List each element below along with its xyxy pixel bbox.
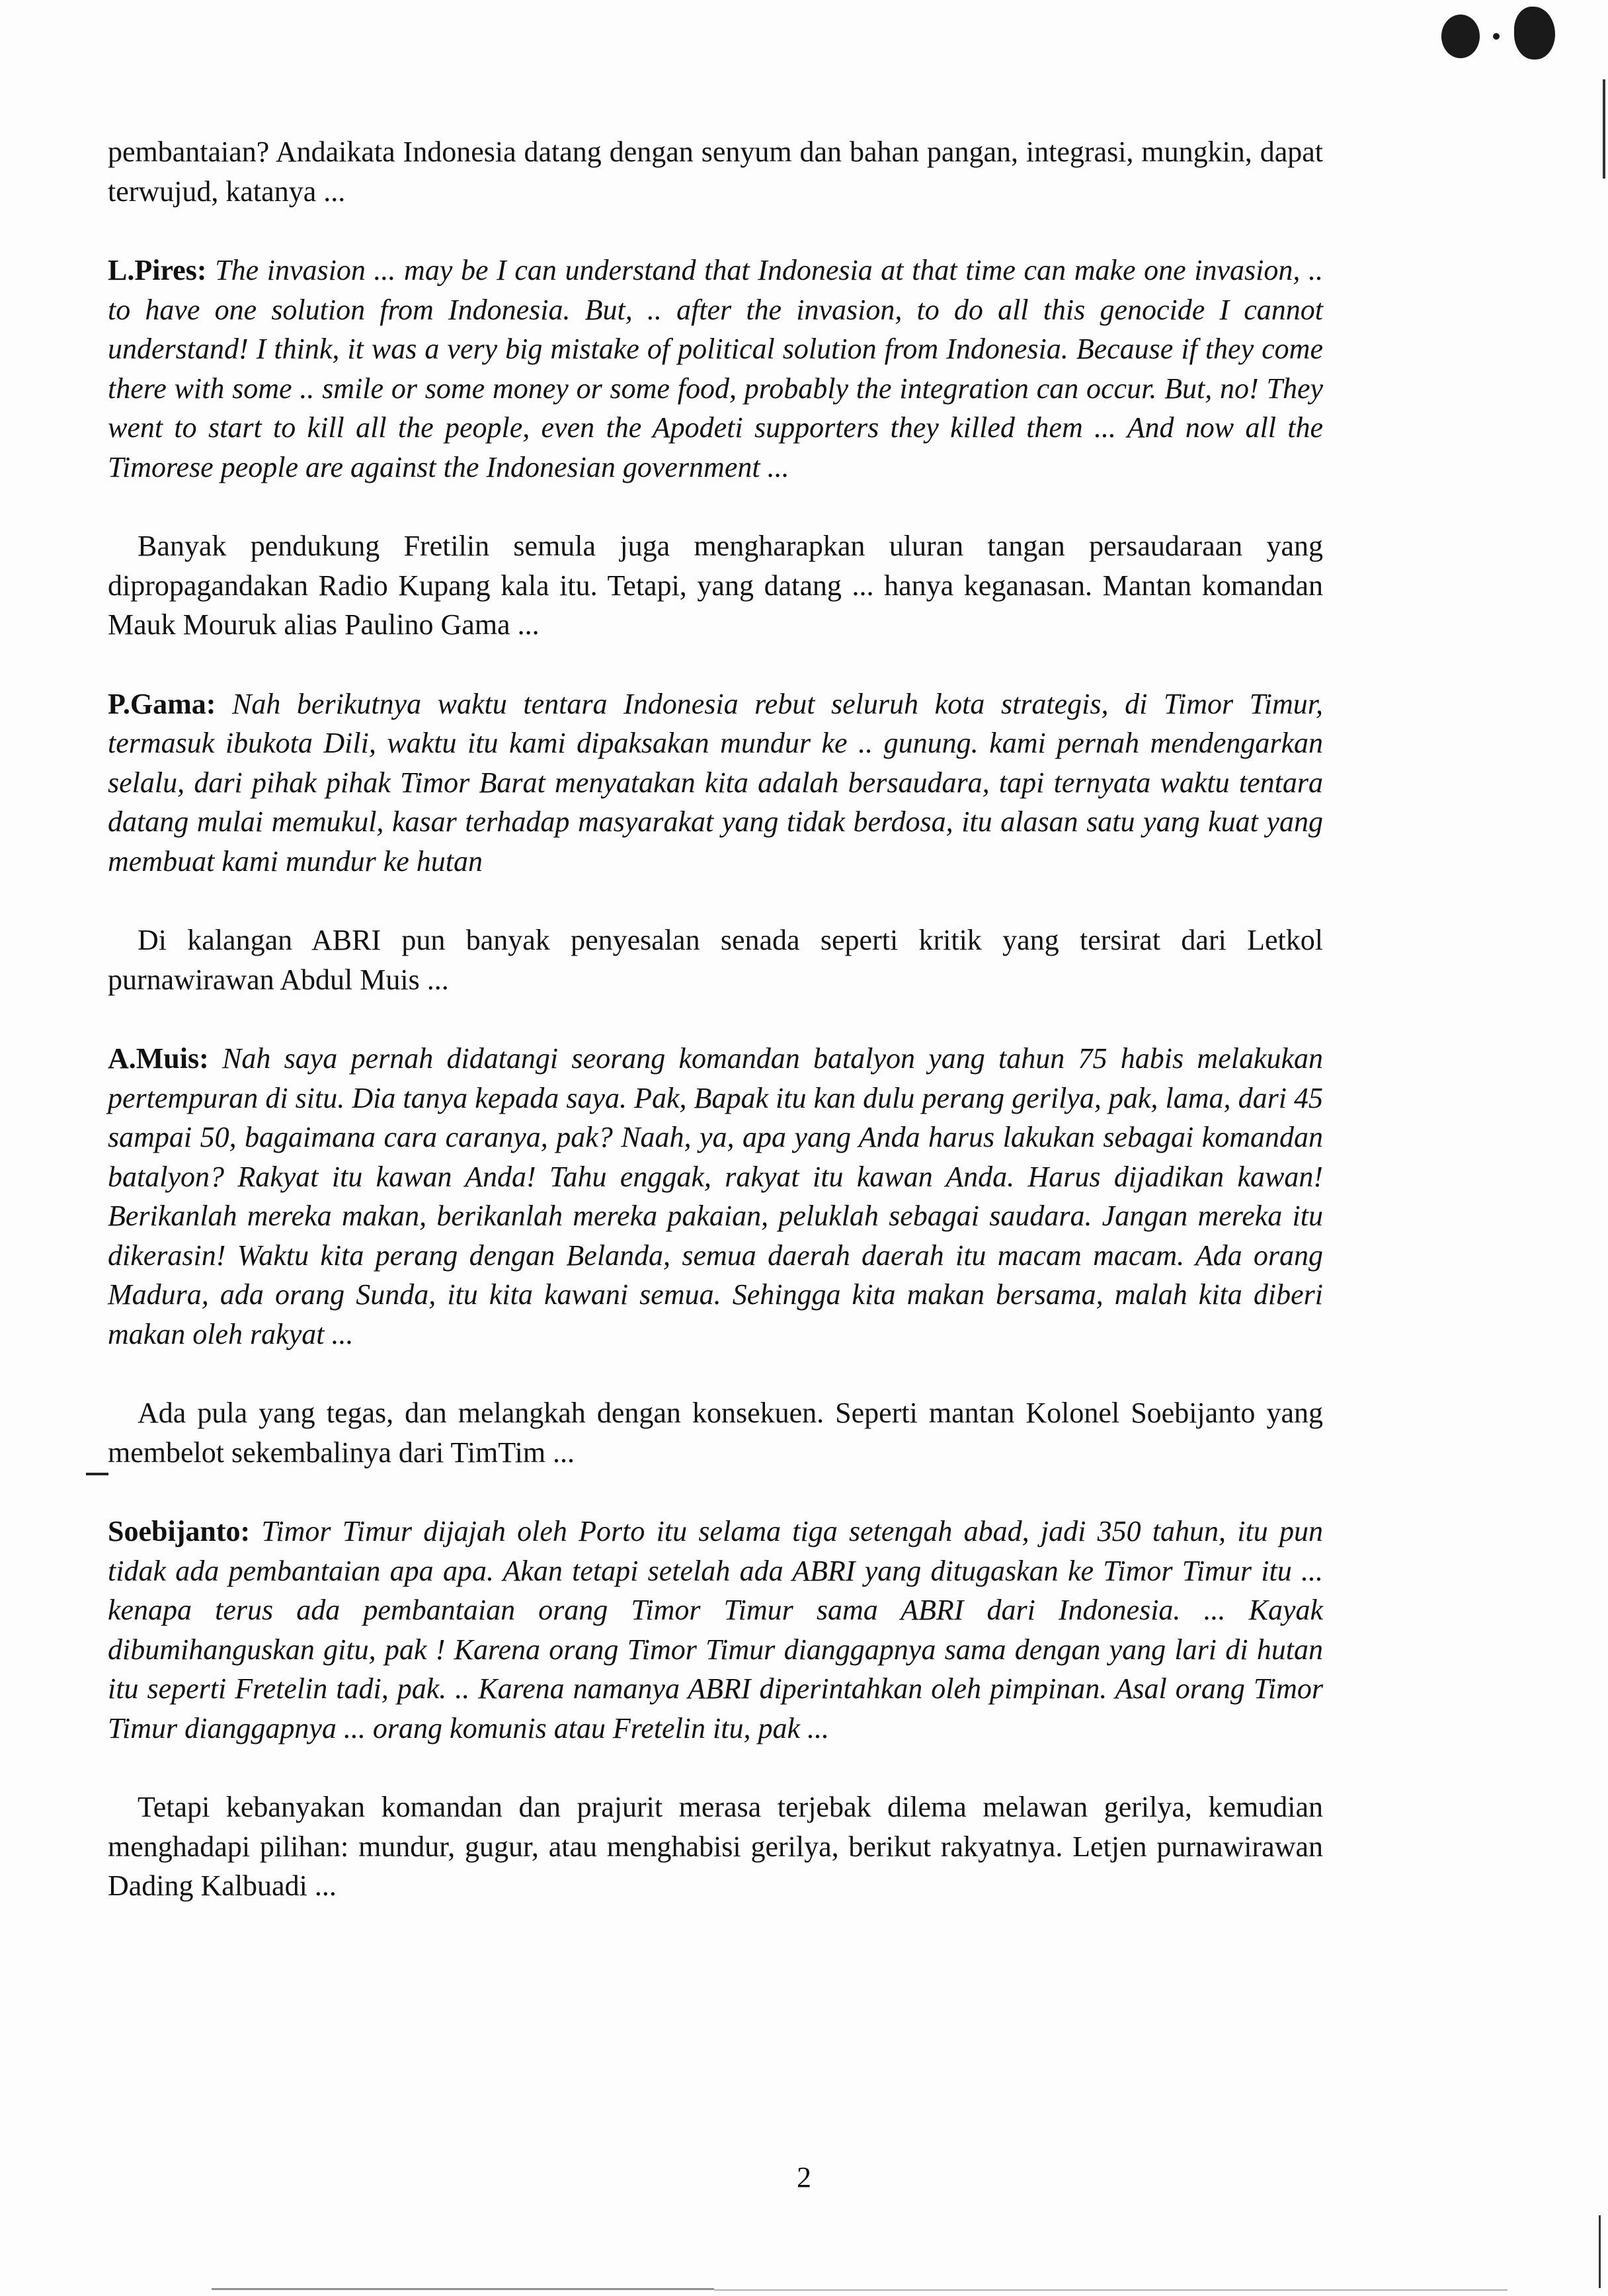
narration-paragraph-1 <box>108 132 1323 211</box>
ink-blot-1 <box>1441 15 1480 58</box>
quote-paragraph-gama <box>108 684 1323 882</box>
narration-paragraph-5 <box>108 1787 1323 1906</box>
narration-paragraph-3 <box>108 921 1323 999</box>
speaker-name: P.Gama: <box>108 687 216 720</box>
quote-text: Nah berikutnya waktu tentara Indonesia rebut seluruh kota strategis, di Timor Timur, termasuk ibukota Dili, waktu itu kami dipaksakan mundur ke .. gunung. kami pernah mendengarkan selalu, dari pihak pihak Timor Barat menyatakan kita adalah bersaudara, tapi ternyata waktu tentara datang mulai memukul, kasar terhadap masyarakat yang tidak berdosa, itu alasan satu yang kuat yang membuat kami mundur ke hutan <box>108 687 1323 878</box>
narration-text: pembantaian? Andaikata Indonesia datang dengan senyum dan bahan pangan, integrasi, mungkin, dapat terwujud, katanya ... <box>108 136 1323 208</box>
speaker-name: L.Pires: <box>108 254 207 286</box>
scan-line-bottom <box>212 2288 714 2290</box>
quote-text: The invasion ... may be I can understand that Indonesia at that time can make one invasion, .. to have one solution from Indonesia. But, .. after the invasion, to do all this genocide I cannot understand! I think, it was a very big mistake of political solution from Indonesia. Because if they come there with some .. smile or some money or some food, probably the integration can occur. But, no! They went to start to kill all the people, even the Apodeti supporters they killed them ... And now all the Timorese people are against the Indonesian government ... <box>108 254 1323 483</box>
document-body <box>108 132 1323 1906</box>
ink-blot-2 <box>1514 7 1555 60</box>
page-number: 2 <box>797 2161 811 2194</box>
quote-text: Nah saya pernah didatangi seorang komandan batalyon yang tahun 75 habis melakukan pertempuran di situ. Dia tanya kepada saya. Pak, Bapak itu kan dulu perang gerilya, pak, lama, dari 45 sampai 50, bagaimana cara caranya, pak? Naah, ya, apa yang Anda harus lakukan sebagai komandan batalyon? Rakyat itu kawan Anda! Tahu enggak, rakyat itu kawan Anda. Harus dijadikan kawan! Berikanlah mereka makan, berikanlah mereka pakaian, peluklah sebagai saudara. Jangan mereka itu dikerasin! Waktu kita perang dengan Belanda, semua daerah daerah itu macam macam. Ada orang Madura, ada orang Sunda, itu kita kawani semua. Sehingga kita makan bersama, malah kita diberi makan oleh rakyat ... <box>108 1042 1323 1350</box>
quote-paragraph-soebijanto <box>108 1512 1323 1748</box>
ink-blot-3 <box>1493 33 1500 40</box>
narration-paragraph-2 <box>108 526 1323 645</box>
quote-paragraph-pires <box>108 251 1323 487</box>
quote-paragraph-muis <box>108 1039 1323 1354</box>
narration-text: Di kalangan ABRI pun banyak penyesalan senada seperti kritik yang tersirat dari Letkol purnawirawan Abdul Muis ... <box>108 924 1323 996</box>
margin-mark-right-bottom <box>1599 2215 1601 2288</box>
scan-line-bottom-2 <box>714 2289 1508 2291</box>
narration-text: Ada pula yang tegas, dan melangkah dengan konsekuen. Seperti mantan Kolonel Soebijanto yang membelot sekembalinya dari TimTim ... <box>108 1397 1323 1469</box>
speaker-name: Soebijanto: <box>108 1515 251 1547</box>
margin-dash-left <box>86 1473 108 1475</box>
speaker-name: A.Muis: <box>108 1042 209 1075</box>
narration-paragraph-4 <box>108 1393 1323 1472</box>
narration-text: Tetapi kebanyakan komandan dan prajurit merasa terjebak dilema melawan gerilya, kemudian menghadapi pilihan: mundur, gugur, atau menghabisi gerilya, berikut rakyatnya. Letjen purnawirawan Dading Kalbuadi ... <box>108 1791 1323 1902</box>
quote-text: Timor Timur dijajah oleh Porto itu selama tiga setengah abad, jadi 350 tahun, itu pun tidak ada pembantaian apa apa. Akan tetapi setelah ada ABRI yang ditugaskan ke Timor Timur itu ... kenapa terus ada pembantaian orang Timor Timur sama ABRI dari Indonesia. ... Kayak dibumihanguskan gitu, pak ! Karena orang Timor Timur dianggapnya sama dengan yang lari di hutan itu seperti Fretelin tadi, pak. .. Karena namanya ABRI diperintahkan oleh pimpinan. Asal orang Timor Timur dianggapnya ... orang komunis atau Fretelin itu, pak ... <box>108 1515 1323 1744</box>
margin-mark-right <box>1603 79 1605 179</box>
narration-text: Banyak pendukung Fretilin semula juga mengharapkan uluran tangan persaudaraan yang dipropagandakan Radio Kupang kala itu. Tetapi, yang datang ... hanya keganasan. Mantan komandan Mauk Mouruk alias Paulino Gama ... <box>108 530 1323 641</box>
